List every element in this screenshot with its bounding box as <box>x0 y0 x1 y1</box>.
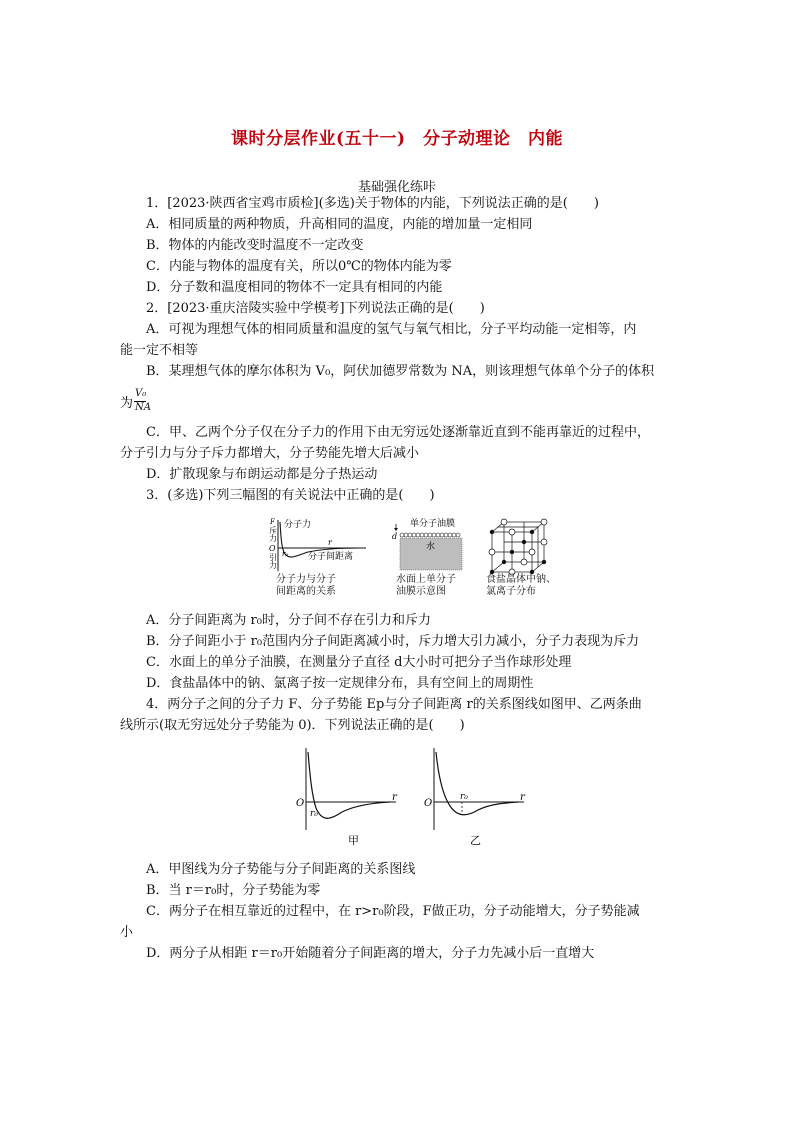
q1-option-b: B．物体的内能改变时温度不一定改变 <box>146 238 364 253</box>
axis-label-2: 力 <box>269 534 277 543</box>
axis-label-1: 斥 <box>269 526 277 535</box>
fraction-denominator: NA <box>135 402 151 413</box>
q2-option-c-line2: 分子引力与分子斥力都增大，分子势能先增大后减小 <box>120 446 420 461</box>
r-axis-label: r <box>520 792 525 803</box>
page-title: 课时分层作业(五十一) 分子动理论 内能 <box>230 129 564 149</box>
oil-film-diagram <box>392 516 472 576</box>
q4-option-c-line2: 小 <box>120 925 134 940</box>
axis-label-4: 力 <box>269 561 277 570</box>
fraction-numerator: V₀ <box>135 388 147 399</box>
q3-stem: 3．(多选)下列三幅图的有关说法中正确的是( ) <box>146 488 435 503</box>
q4-option-a: A．甲图线为分子势能与分子间距离的关系图线 <box>146 862 416 877</box>
q4-option-d: D．两分子从相距 r＝r₀开始随着分子间距离的增大，分子力先减小后一直增大 <box>146 946 595 961</box>
q1-option-a: A．相同质量的两种物质，升高相同的温度，内能的增加量一定相同 <box>146 217 533 232</box>
q2-option-b-fraction <box>120 388 151 413</box>
q3-option-d: D．食盐晶体中的钠、氯离子按一定规律分布，具有空间上的周期性 <box>146 676 534 691</box>
nacl-crystal-diagram <box>486 516 556 576</box>
q3-option-c: C．水面上的单分子油膜，在测量分子直径 d大小时可把分子当作球形处理 <box>146 655 572 670</box>
q4-option-b: B．当 r＝r₀时，分子势能为零 <box>146 883 321 898</box>
section-title: 基础强化练咔 <box>357 180 436 195</box>
q1-option-c: C．内能与物体的温度有关，所以0℃的物体内能为零 <box>146 259 452 274</box>
r-axis-label: r <box>328 538 332 547</box>
x-axis-label: 分子间距离 <box>308 552 354 562</box>
q2-option-a-line2: 能一定不相等 <box>120 343 199 358</box>
figure-caption-line1: 水面上单分子 <box>396 574 456 585</box>
graph-caption: 甲 <box>348 834 359 847</box>
q3-figure-force-distance <box>268 516 368 606</box>
q2-option-a-line1: A．可视为理想气体的相同质量和温度的氢气与氧气相比，分子平均动能一定相等，内 <box>146 322 637 337</box>
axis-f-label: F <box>270 518 275 526</box>
q3-option-b: B．分子间距小于 r₀范围内分子间距离减小时，斥力增大引力减小，分子力表现为斥力 <box>146 634 640 649</box>
q3-option-a: A．分子间距离为 r₀时，分子间不存在引力和斥力 <box>146 613 431 628</box>
film-label: 单分子油膜 <box>410 519 456 529</box>
q2-option-b-line1: B．某理想气体的摩尔体积为 V₀，阿伏加德罗常数为 NA，则该理想气体单个分子的体积 <box>146 364 655 379</box>
r-axis-label: r <box>392 792 397 803</box>
water-label: 水 <box>426 542 436 552</box>
q4-stem-line1: 4．两分子之间的分子力 F、分子势能 Ep与分子间距离 r的关系图线如图甲、乙两条曲 <box>146 697 642 712</box>
figure-caption-line2: 氯离子分布 <box>486 586 536 597</box>
axis-label-origin: O <box>269 544 276 553</box>
axis-label-3: 引 <box>269 553 277 562</box>
q4-graph-jia <box>292 746 402 850</box>
q2-option-c-line1: C．甲、乙两个分子仅在分子力的作用下由无穷远处逐渐靠近直到不能再靠近的过程中， <box>146 425 650 440</box>
q3-figure-nacl-crystal <box>486 516 576 606</box>
graph-caption: 乙 <box>470 834 481 847</box>
q4-stem-line2: 线所示(取无穷远处分子势能为 0)．下列说法正确的是( ) <box>120 718 465 733</box>
d-label: d <box>392 532 398 541</box>
origin-label: O <box>424 798 433 809</box>
q4-graph-yi <box>420 746 530 850</box>
q2-stem: 2．[2023·重庆涪陵实验中学模考]下列说法正确的是( ) <box>146 301 485 316</box>
figure-caption-line1: 分子力与分子 <box>276 574 336 585</box>
fraction-prefix: 为 <box>120 396 134 411</box>
q1-stem: 1．[2023·陕西省宝鸡市质检](多选)关于物体的内能，下列说法正确的是( ) <box>146 196 599 211</box>
curve-label: 分子力 <box>284 520 312 530</box>
q2-option-d: D．扩散现象与布朗运动都是分子热运动 <box>146 467 378 482</box>
q1-option-d: D．分子数和温度相同的物体不一定具有相同的内能 <box>146 280 443 295</box>
graph-jia-svg <box>292 746 402 850</box>
q4-option-c-line1: C．两分子在相互靠近的过程中，在 r>r₀阶段，F做正功，分子动能增大，分子势能减 <box>146 904 640 919</box>
oil-molecules <box>400 533 460 537</box>
graph-yi-svg <box>420 746 530 850</box>
figure-caption-line2: 油膜示意图 <box>396 586 446 597</box>
figure-caption-line1: 食盐晶体中钠、 <box>486 574 556 585</box>
force-distance-graph <box>268 516 368 576</box>
q3-figure-oil-film <box>392 516 472 606</box>
r0-label: r₀ <box>310 809 318 819</box>
origin-label: O <box>296 798 305 809</box>
r0-label: r₀ <box>460 792 468 802</box>
r0-label: r₀ <box>282 550 289 558</box>
figure-caption-line2: 间距离的关系 <box>276 586 336 597</box>
